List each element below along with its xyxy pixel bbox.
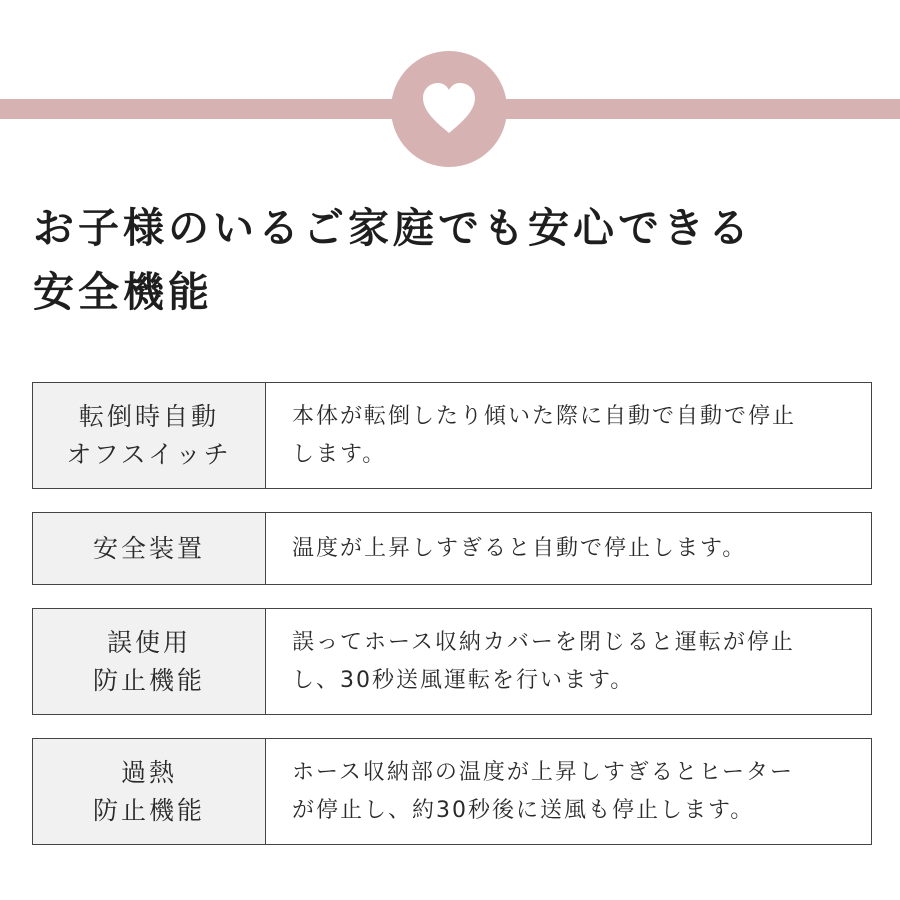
- feature-description: [266, 739, 871, 844]
- feature-description: [266, 383, 871, 488]
- feature-label-line: 防止機能: [92, 665, 205, 695]
- feature-desc-line: 誤ってホース収納カバーを閉じると運転が停止: [292, 629, 795, 655]
- page-title: [33, 196, 753, 324]
- feature-row-tip-over: [32, 382, 872, 489]
- title-line-1: お子様のいるご家庭でも安心できる: [33, 204, 753, 252]
- feature-description: [266, 513, 871, 584]
- feature-description: [266, 609, 871, 714]
- feature-label: [33, 609, 266, 714]
- feature-desc-line: 温度が上昇しすぎると自動で停止します。: [292, 535, 747, 561]
- feature-row-misuse-prevention: [32, 608, 872, 715]
- feature-label: [33, 513, 266, 584]
- heart-badge: [391, 51, 507, 167]
- feature-label-line: 防止機能: [92, 795, 205, 825]
- feature-row-safety-device: [32, 512, 872, 585]
- feature-label-line: 過熱: [120, 757, 177, 787]
- feature-desc-line: します。: [292, 441, 387, 467]
- feature-label-line: 安全装置: [92, 533, 205, 563]
- feature-row-overheat-prevention: [32, 738, 872, 845]
- feature-label-line: 転倒時自動: [78, 401, 219, 431]
- feature-table: [32, 382, 872, 868]
- feature-label-line: 誤使用: [106, 627, 191, 657]
- feature-label-line: オフスイッチ: [66, 439, 232, 469]
- feature-desc-line: 本体が転倒したり傾いた際に自動で自動で停止: [292, 403, 797, 429]
- feature-desc-line: ホース収納部の温度が上昇しすぎるとヒーター: [292, 759, 795, 785]
- feature-desc-line: し、30秒送風運転を行います。: [292, 667, 635, 693]
- feature-desc-line: が停止し、約30秒後に送風も停止します。: [292, 797, 755, 823]
- title-line-2: 安全機能: [33, 268, 213, 316]
- heart-icon: [417, 77, 481, 141]
- feature-label: [33, 383, 266, 488]
- feature-label: [33, 739, 266, 844]
